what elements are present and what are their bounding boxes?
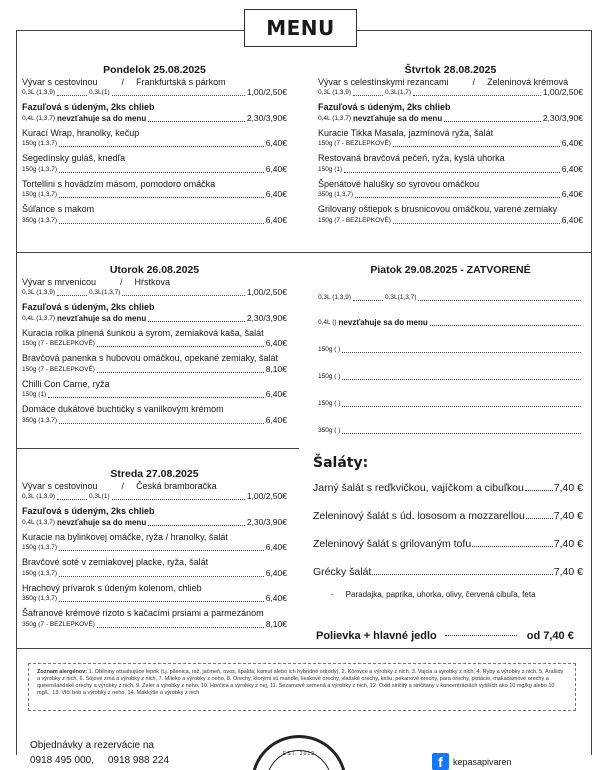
soup-separator: /: [121, 77, 125, 87]
meal-price: 6,40€: [265, 214, 287, 225]
day-block: [22, 264, 287, 426]
dots: [342, 379, 581, 380]
meal-name: Fazuľová s údeným, 2ks chlieb: [318, 102, 451, 112]
dots: [353, 95, 383, 96]
soup-line: [22, 87, 287, 98]
dots: [59, 601, 264, 602]
dots: [59, 223, 264, 224]
meal-item: [22, 353, 287, 375]
dots: [342, 406, 581, 407]
meal-price: 6,40€: [561, 163, 583, 174]
meal-line: [22, 568, 287, 579]
soup-2: Zeleninová krémová: [487, 77, 569, 87]
meal-name: Špenátové halušky so syrovou omáčkou: [318, 178, 480, 189]
dots: [344, 172, 560, 173]
restaurant-logo: EST. 2012: [251, 735, 347, 770]
meal-portion: 150g (1,3,7): [22, 191, 58, 198]
meal-name: Grilovaný oštiepok s brusnicovou omáčkou, varené zemiaky: [318, 204, 558, 214]
salad-name: Zeleninový šalát s úd. lososom a mozzarellou: [313, 510, 525, 522]
soup-allergen: 0,3L(1,7): [385, 89, 412, 96]
meal-portion: 0,4L (1,3,7): [22, 114, 56, 122]
soup-names: [318, 77, 583, 87]
meal-portion: 0,4L (): [318, 319, 337, 326]
meal-price: 6,40€: [265, 138, 287, 148]
dots: [59, 172, 264, 173]
meal-price: 6,40€: [265, 163, 287, 174]
meal-name: Kuracia rolka plnená šunkou a syrom, zemiaková kaša, šalát: [22, 327, 264, 338]
dots: [97, 372, 264, 373]
meal-price: 2,30/3,90€: [246, 312, 287, 323]
salad-price: 7,40 €: [553, 482, 583, 494]
soup-2: Česká bramboračka: [136, 481, 217, 491]
salad-item: [313, 482, 583, 494]
meal-price: 8,10€: [265, 363, 287, 374]
dots: [59, 550, 264, 551]
meal-portion: 150g (1,3,7): [22, 569, 58, 577]
day-block: [318, 64, 583, 226]
meal-name: Šúľance s makom: [22, 204, 95, 214]
meal-item: [318, 371, 583, 382]
meal-portion: 150g (7 - BEZLEPKOVÉ): [318, 216, 391, 224]
soup-line: [22, 287, 287, 298]
meal-name: Kurací Wrap, hranolky, kečup: [22, 127, 140, 138]
dots: [148, 321, 245, 322]
meal-name: Tortellini s hovädzím mäsom, pomodoro omáčka: [22, 178, 216, 189]
menu-title: MENU: [244, 9, 357, 47]
meal-item: [22, 532, 287, 554]
meal-item: [22, 128, 287, 150]
meal-line: [22, 113, 287, 124]
meal-price: 6,40€: [265, 389, 287, 399]
soup-1: Vývar s cestovinou: [22, 481, 98, 491]
dots: [525, 490, 553, 491]
meal-price: 2,30/3,90€: [246, 112, 287, 123]
salad-name: Zeleninový šalát s grilovaným tofu: [313, 538, 472, 550]
soup-price: 1,00/2,50€: [246, 287, 287, 297]
day-title: Streda 27.08.2025: [110, 468, 199, 480]
meal-name: Restovaná bravčová pečeň, ryža, kyslá uhorka: [318, 153, 505, 163]
meal-item: [22, 557, 287, 579]
meal-price: 8,10€: [265, 618, 287, 629]
meal-portion: 150g (7 - BEZLEPKOVÉ): [318, 140, 391, 147]
meal-portion: 350g (7 - BEZLEPKOVÉ): [22, 620, 95, 628]
meal-price: 6,40€: [561, 138, 583, 148]
meal-name: Fazuľová s údeným, 2ks chlieb: [22, 302, 155, 312]
meal-line: [22, 138, 287, 149]
meal-note: nevzťahuje sa do menu: [338, 318, 428, 327]
soup-1: Vývar s cestovinou: [22, 77, 98, 87]
meal-note: nevzťahuje sa do menu: [353, 113, 443, 123]
meal-note: nevzťahuje sa do menu: [57, 313, 147, 323]
meal-line: [318, 344, 583, 355]
meal-portion: 350g (1,3,7): [22, 595, 58, 602]
meal-price: 6,40€: [265, 567, 287, 578]
soup-1: Vývar s celestínskymi rezancami: [318, 77, 449, 87]
dots: [112, 499, 245, 500]
salad-name: Jarný šalát s reďkvičkou, vajíčkom a cibuľkou: [313, 482, 524, 494]
meal-portion: 150g (1): [22, 391, 47, 398]
soup-separator: /: [472, 77, 476, 87]
meal-item: [22, 102, 287, 124]
day-block: [22, 468, 287, 630]
dots: [355, 197, 560, 198]
meal-portion: 350g (1,3,7): [22, 416, 58, 424]
soup-separator: /: [120, 277, 123, 287]
soup-allergen: 0,3L(1): [89, 89, 110, 96]
meal-line: [22, 517, 287, 528]
meal-price: 6,40€: [265, 338, 287, 348]
dots: [413, 95, 541, 96]
meal-line: [22, 542, 287, 553]
divider: [17, 448, 299, 449]
soup-names: [22, 481, 287, 491]
meal-line: [22, 189, 287, 200]
meal-item: [318, 128, 583, 150]
meal-name: Šafranové krémové rizoto s kačacími prsiami a parmezánom: [22, 608, 264, 618]
day-block: [318, 264, 583, 436]
meal-item: [318, 102, 583, 124]
meal-line: [318, 398, 583, 409]
dots: [122, 295, 244, 296]
soup-allergen: 0,3L(1,3,7): [385, 294, 417, 301]
soup-names: [22, 277, 287, 287]
meal-line: [318, 138, 583, 149]
soup-price: 1,00/2,50€: [542, 87, 583, 97]
meal-name: Segedínsky guláš, knedľa: [22, 153, 126, 163]
meal-name: Fazuľová s údeným, 2ks chlieb: [22, 102, 155, 112]
salads-title: Šaláty:: [313, 455, 369, 471]
meal-price: 6,40€: [265, 542, 287, 552]
dots: [393, 146, 560, 147]
soup-2: Frankfurtská s párkom: [136, 77, 226, 87]
orders-contact: Objednávky a rezervácie na 0918 495 000, 0918 988 224: [30, 740, 170, 766]
meal-portion: 0,4L (1,3,7): [22, 518, 56, 526]
dots: [57, 499, 87, 500]
meal-item: [318, 344, 583, 355]
soup-line: [318, 87, 583, 98]
dots: [430, 325, 581, 326]
meal-portion: 150g ( ): [318, 400, 341, 407]
meal-line: [22, 313, 287, 324]
meal-line: [318, 164, 583, 175]
meal-line: [22, 164, 287, 175]
soup-allergen: 0,3L(1,3,7): [89, 289, 121, 296]
meal-line: [22, 415, 287, 426]
salad-note: - Paradajka, paprika, uhorka, olivy, červená cibuľa, feta: [331, 590, 536, 599]
day-block: [22, 64, 287, 226]
meal-item: [318, 317, 583, 328]
soup-1: Vývar s mrvenicou: [22, 277, 97, 287]
soup-allergen: 0,3L(1): [89, 493, 110, 500]
dots: [526, 518, 553, 519]
divider: [17, 252, 591, 253]
meal-portion: 0,4L (1,3,7): [22, 314, 56, 322]
salad-price: 7,40 €: [553, 510, 583, 522]
dots: [342, 352, 581, 353]
meal-portion: 150g (1,3,7): [22, 140, 58, 147]
meal-price: 6,40€: [265, 593, 287, 603]
meal-item: [318, 153, 583, 175]
soup-separator: /: [121, 481, 125, 491]
meal-item: [22, 608, 287, 630]
meal-line: [22, 215, 287, 226]
soup-names: [22, 77, 287, 87]
combo-offer: Polievka + hlavné jedlo od 7,40 €: [316, 630, 574, 642]
salads-section: [313, 455, 583, 599]
meal-line: [318, 371, 583, 382]
meal-name: Kuracie na bylinkovej omáčke, ryža / hranolky, šalát: [22, 531, 228, 542]
day-title: Piatok 29.08.2025 - ZATVORENÉ: [370, 264, 531, 276]
meal-item: [22, 404, 287, 426]
meal-item: [22, 153, 287, 175]
meal-line: [22, 364, 287, 375]
meal-price: 6,40€: [561, 189, 583, 199]
meal-portion: 150g (1,3,7): [22, 165, 58, 173]
meal-item: [22, 328, 287, 350]
dots: [97, 346, 264, 347]
meal-item: [318, 179, 583, 201]
soup-allergen: 0,3L (1,3,9): [22, 289, 56, 296]
salad-item: [313, 538, 583, 550]
meal-item: [318, 398, 583, 409]
meal-line: [318, 215, 583, 226]
dots: [59, 146, 264, 147]
meal-item: [22, 204, 287, 226]
divider: [17, 648, 591, 649]
salad-price: 7,40 €: [553, 538, 583, 550]
soup-allergen: 0,3L (1,3,9): [22, 89, 56, 96]
meal-portion: 350g (1,3,7): [318, 191, 354, 198]
dots: [418, 300, 581, 301]
meal-line: [22, 593, 287, 604]
dots: [353, 300, 383, 301]
day-title: Utorok 26.08.2025: [109, 264, 200, 276]
meal-price: 2,30/3,90€: [246, 516, 287, 527]
meal-item: [22, 379, 287, 401]
meal-portion: 350g (1,3,7): [22, 216, 58, 224]
dots: [97, 627, 264, 628]
meal-price: 6,40€: [561, 214, 583, 225]
meal-name: Kuracie Tikka Masala, jazmínová ryža, šalát: [318, 127, 494, 138]
dots: [48, 397, 264, 398]
soup-line: [318, 292, 583, 303]
salad-item: [313, 566, 583, 578]
salad-price: 7,40 €: [553, 566, 583, 578]
meal-price: 6,40€: [265, 414, 287, 425]
soup-allergen: 0,3L (1,3,9): [318, 89, 352, 96]
meal-price: 6,40€: [265, 189, 287, 199]
soup-2: Hŕstkova: [134, 277, 171, 287]
meal-portion: 150g ( ): [318, 346, 341, 353]
meal-item: [318, 204, 583, 226]
meal-name: Bravčová panenka s hubovou omáčkou, opekané zemiaky, šalát: [22, 353, 278, 363]
meal-line: [22, 619, 287, 630]
soup-line: [22, 491, 287, 502]
meal-portion: 150g ( ): [318, 373, 341, 380]
facebook-handle: kepasapivaren: [453, 756, 512, 767]
dots: [59, 423, 264, 424]
meal-portion: 350g ( ): [318, 427, 341, 434]
meal-name: Hrachový prívarok s údeným kolenom, chlieb: [22, 582, 202, 593]
meal-item: [22, 506, 287, 528]
dots: [472, 546, 553, 547]
meal-line: [318, 425, 583, 436]
dots: [57, 295, 87, 296]
salad-item: [313, 510, 583, 522]
meal-item: [22, 583, 287, 605]
meal-item: [318, 425, 583, 436]
meal-name: Chilli Con Carne, ryža: [22, 378, 110, 389]
meal-portion: 150g (1): [318, 165, 343, 173]
soup-allergen: 0,3L (1,3,9): [22, 493, 56, 500]
meal-note: nevzťahuje sa do menu: [57, 113, 147, 123]
day-title: Pondelok 25.08.2025: [103, 64, 206, 76]
dots: [112, 95, 245, 96]
dots: [59, 197, 264, 198]
meal-portion: 150g (7 - BEZLEPKOVÉ): [22, 365, 95, 373]
meal-name: Bravčové soté v zemiakovej placke, ryža, šalát: [22, 557, 209, 567]
meal-name: Domáce dukátové buchtičky s vanilkovým krémom: [22, 404, 224, 414]
meal-name: Fazuľová s údeným, 2ks chlieb: [22, 506, 155, 516]
meal-line: [22, 389, 287, 400]
meal-line: [22, 338, 287, 349]
meal-item: [22, 302, 287, 324]
salad-name: Grécky šalát: [313, 566, 372, 578]
dots: [148, 121, 245, 122]
dots: [372, 574, 552, 575]
soup-allergen: 0,3L (1,3,9): [318, 294, 352, 301]
meal-price: 2,30/3,90€: [542, 112, 583, 123]
facebook-link[interactable]: [432, 753, 512, 770]
meal-portion: 0,4L (1,3,7): [318, 114, 352, 122]
facebook-icon: f: [432, 753, 449, 770]
meal-item: [22, 179, 287, 201]
meal-line: [318, 189, 583, 200]
soup-price: 1,00/2,50€: [246, 491, 287, 501]
soup-price: 1,00/2,50€: [246, 87, 287, 97]
dots: [342, 433, 581, 434]
allergen-list: Zoznam alergénov: 1. Obilniny obsahujúce lepok (t.j. pšenica, raž, jačmeň, ovos, špalda, kamut alebo ich hybridné odrody), 2. Kôrovce a výrobky z nich, 3. Vajcia a výrobky z nich, 4. Ryby a výrobky z nich, 5. Arašidy a výrobky z nich, 6. Sójové zrná a výrobky z nich, 7. Mlieko a výrobky z neho, 8. Orechy, ktorými sú mandle, lieskové orechy, vlašské orechy, kešu, pekanové orechy, para orechy, pistácie, makadamové orechy a queenslandské orechy a výrobky z nich, 9. Zeler a výrobky z neho, 10. Horčica a výrobky z nej, 11. Sezamové semená a výrobky z nich, 12. Oxid siričitý a siričitany v koncentráciách vyšších ako 10 mg/kg alebo 10 mg/L, 13. Vlčí bob a výrobky z neho, 14. Mäkkýše a výrobky z nich: [28, 663, 576, 711]
meal-note: nevzťahuje sa do menu: [57, 517, 147, 527]
dots: [57, 95, 87, 96]
dots: [59, 576, 264, 577]
dots: [444, 121, 541, 122]
meal-line: [318, 317, 583, 328]
dots: [393, 223, 560, 224]
meal-portion: 150g (1,3,7): [22, 544, 58, 551]
day-title: Štvrtok 28.08.2025: [404, 64, 497, 76]
dots: [148, 525, 245, 526]
meal-portion: 150g (7 - BEZLEPKOVÉ): [22, 340, 95, 347]
meal-line: [318, 113, 583, 124]
